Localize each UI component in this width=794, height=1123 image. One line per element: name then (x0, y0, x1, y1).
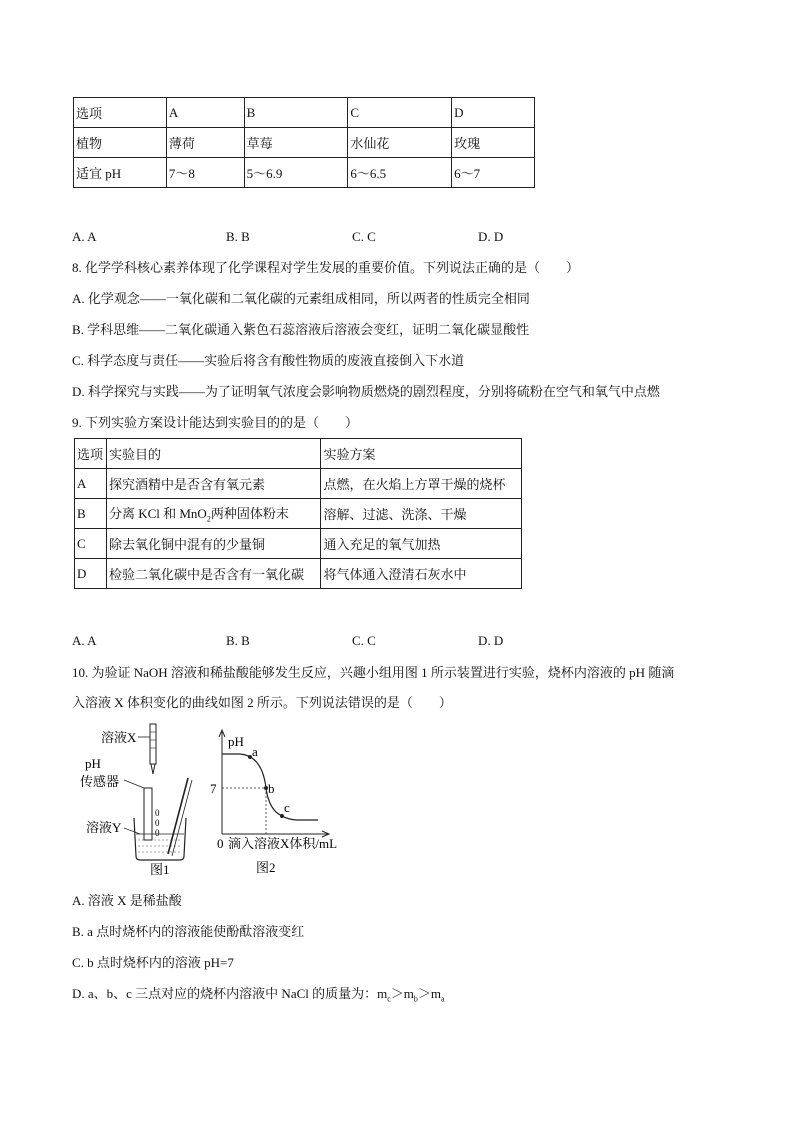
formula-text: 分离 KCl 和 MnO (108, 506, 207, 522)
table-row (74, 98, 535, 128)
subscript: a (441, 994, 445, 1004)
label-solution-x: 溶液X (101, 730, 137, 745)
option-b[interactable]: B. B (226, 229, 250, 244)
dropper (150, 724, 156, 764)
table-header: 实验目的 (106, 439, 320, 469)
table-cell: 玫瑰 (452, 128, 535, 158)
origin-label: 0 (217, 836, 224, 851)
table-cell: 选项 (74, 98, 167, 128)
option-a[interactable]: A. A (72, 633, 97, 648)
table-cell: B (244, 98, 348, 128)
option-d[interactable]: D. D (478, 229, 504, 244)
table-cell: C (348, 98, 452, 128)
label-sensor: 传感器 (80, 774, 120, 789)
table-row (75, 529, 522, 559)
subscript: c (387, 994, 391, 1004)
table-cell: 7～8 (166, 158, 244, 188)
q10-stem-line1: 10. 为验证 NaOH 溶液和稀盐酸能够发生反应，兴趣小组用图 1 所示装置进行实验，烧杯内溶液的 pH 随滴 (72, 665, 675, 680)
q10-option-d[interactable] (72, 985, 445, 1009)
table-row (75, 439, 522, 469)
table-cell: 检验二氧化碳中是否含有一氧化碳 (106, 559, 320, 589)
option-d[interactable]: D. D (478, 633, 504, 648)
gt-sign: ＞m (390, 986, 414, 1001)
q8-option-b[interactable]: B. 学科思维——二氧化碳通入紫色石蕊溶液后溶液会变红，证明二氧化碳显酸性 (72, 322, 530, 337)
table-row (74, 158, 535, 188)
point-c-label: c (284, 800, 290, 815)
table-cell: A (166, 98, 244, 128)
beaker (134, 818, 186, 860)
gt-sign: ＞m (417, 986, 442, 1001)
ph-sensor (144, 788, 152, 840)
table-cell: 除去氧化铜中混有的少量铜 (106, 529, 320, 559)
q10-option-a[interactable]: A. 溶液 X 是稀盐酸 (72, 893, 182, 908)
table-cell: 6～6.5 (348, 158, 452, 188)
table-cell: D (75, 559, 107, 589)
figure-1-apparatus (80, 722, 210, 882)
q9-stem: 9. 下列实验方案设计能达到实验目的的是（ ） (72, 415, 359, 430)
y-axis-label: pH (228, 734, 244, 749)
option-b[interactable]: B. B (226, 633, 250, 648)
table-header: 选项 (75, 439, 107, 469)
y-tick-7: 7 (210, 781, 217, 796)
figure-2-caption: 图2 (256, 860, 276, 875)
point-b-label: b (268, 781, 275, 796)
q8-stem: 8. 化学学科核心素养体现了化学课程对学生发展的重要价值。下列说法正确的是（ ） (72, 260, 580, 275)
table-cell: 草莓 (244, 128, 348, 158)
table-cell: D (452, 98, 535, 128)
cell-text: 两种固体粉末 (210, 506, 289, 522)
q10-stem-line2: 入溶液 X 体积变化的曲线如图 2 所示。下列说法错误的是（ ） (72, 695, 452, 710)
table-cell: 植物 (74, 128, 167, 158)
table-cell: 通入充足的氧气加热 (321, 529, 522, 559)
subscript: b (413, 994, 418, 1004)
q8-option-c[interactable]: C. 科学态度与责任——实验后将含有酸性物质的废液直接倒入下水道 (72, 353, 465, 368)
q8-option-d[interactable]: D. 科学探究与实践——为了证明氧气浓度会影响物质燃烧的剧烈程度，分别将硫粉在空气和氧气中点燃 (72, 384, 660, 399)
table-cell: 将气体通入澄清石灰水中 (321, 559, 522, 589)
x-axis-label: 滴入溶液X体积/mL (228, 836, 338, 851)
table-cell: A (75, 469, 107, 499)
table-cell: 5～6.9 (244, 158, 348, 188)
table-cell: 适宜 pH (74, 158, 167, 188)
option-a[interactable]: A. A (72, 229, 97, 244)
table-row (75, 559, 522, 589)
zero-mark: 0 (155, 818, 160, 828)
table-row (74, 128, 535, 158)
table-cell: 点燃，在火焰上方罩干燥的烧杯 (321, 469, 522, 499)
option-c[interactable]: C. C (352, 633, 376, 648)
table-cell: 溶解、过滤、洗涤、干燥 (321, 499, 522, 529)
q8-option-a[interactable]: A. 化学观念——一氧化碳和二氧化碳的元素组成相同，所以两者的性质完全相同 (72, 291, 530, 306)
zero-mark: 0 (155, 808, 160, 818)
label-solution-y: 溶液Y (86, 820, 122, 835)
subscript: 2 (206, 514, 211, 524)
point-a-label: a (252, 744, 258, 759)
table-cell: 薄荷 (166, 128, 244, 158)
table-header: 实验方案 (321, 439, 522, 469)
table-row (75, 469, 522, 499)
table-row (75, 499, 522, 529)
table-cell: C (75, 529, 107, 559)
table-cell: 探究酒精中是否含有氧元素 (106, 469, 320, 499)
plant-ph-table (73, 97, 535, 188)
table-cell: B (75, 499, 107, 529)
table-cell (106, 499, 320, 529)
figure-2-ph-curve (208, 726, 358, 876)
experiment-table (74, 438, 522, 589)
q10-option-b[interactable]: B. a 点时烧杯内的溶液能使酚酞溶液变红 (72, 924, 305, 939)
table-cell: 水仙花 (348, 128, 452, 158)
q10-option-c[interactable]: C. b 点时烧杯内的溶液 pH=7 (72, 955, 234, 970)
option-d-text: D. a、b、c 三点对应的烧杯内溶液中 NaCl 的质量为：m (72, 986, 388, 1001)
option-c[interactable]: C. C (352, 229, 376, 244)
figure-1-caption: 图1 (150, 862, 170, 877)
table-cell: 6～7 (452, 158, 535, 188)
label-ph: pH (85, 756, 101, 771)
zero-mark: 0 (155, 828, 160, 838)
